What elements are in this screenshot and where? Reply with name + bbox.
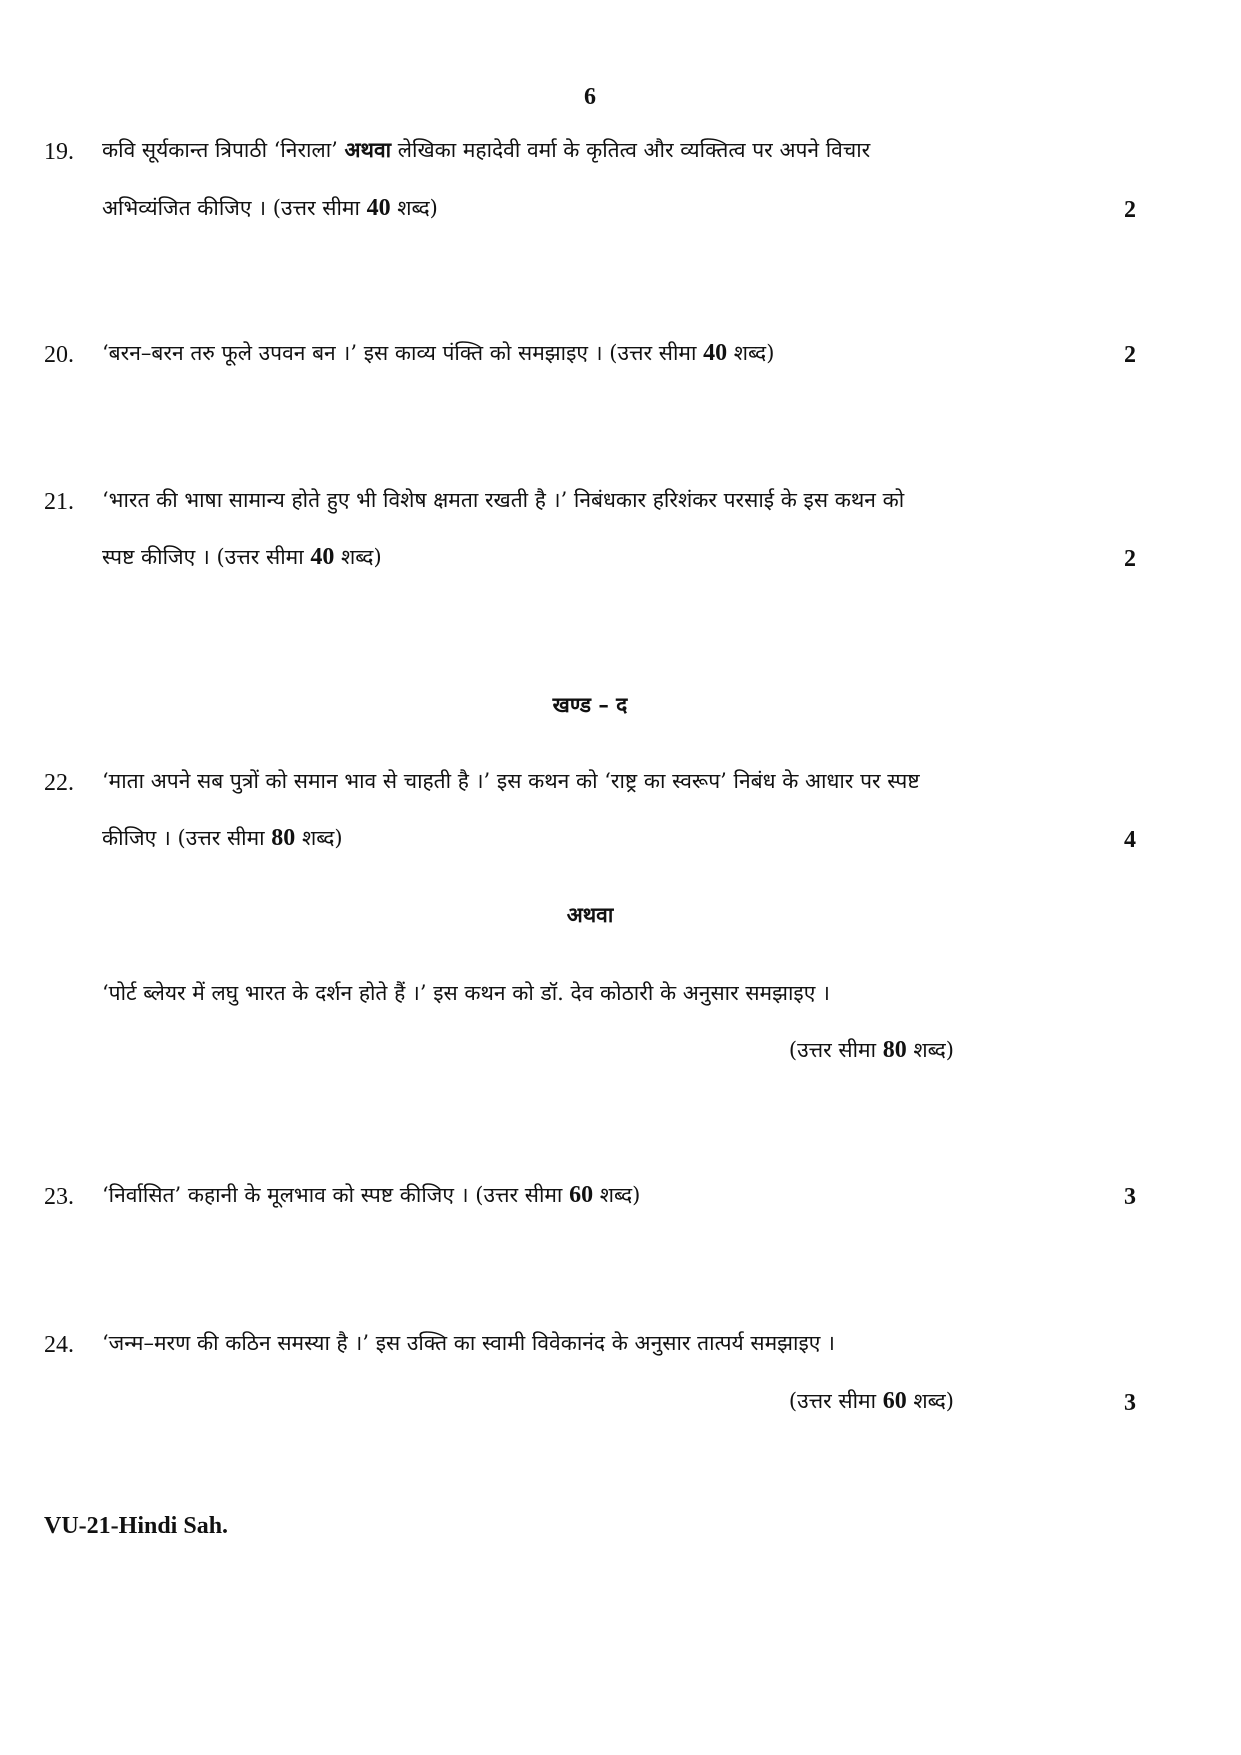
question-number: 24.: [44, 1332, 74, 1358]
paper-code: VU-21-Hindi Sah.: [44, 1513, 229, 1539]
question-number: 21.: [44, 489, 74, 515]
page-number: 6: [584, 84, 596, 110]
question-marks: 2: [1124, 546, 1136, 572]
question-text-continued: अभिव्यंजित कीजिए । (उत्तर सीमा 40 शब्द): [102, 195, 438, 221]
question-number: 22.: [44, 770, 74, 796]
question-marks: 3: [1124, 1390, 1136, 1416]
question-text: कवि सूर्यकान्त त्रिपाठी ‘निराला’ अथवा लेखिका महादेवी वर्मा के कृतित्व और व्यक्तित्व पर अपने विचार: [102, 137, 871, 162]
question-text-continued: कीजिए । (उत्तर सीमा 80 शब्द): [102, 825, 343, 851]
question-marks: 2: [1124, 342, 1136, 368]
word-limit-note: (उत्तर सीमा 80 शब्द): [788, 1037, 954, 1063]
question-text: ‘निर्वासित’ कहानी के मूलभाव को स्पष्ट कीजिए । (उत्तर सीमा 60 शब्द): [102, 1182, 641, 1208]
question-text: ‘बरन–बरन तरु फूले उपवन बन ।’ इस काव्य पंक्ति को समझाइए । (उत्तर सीमा 40 शब्द): [102, 340, 775, 366]
section-heading: खण्ड – द: [552, 692, 628, 717]
question-marks: 2: [1124, 197, 1136, 223]
word-limit-note: (उत्तर सीमा 60 शब्द): [788, 1388, 954, 1414]
question-text-continued: स्पष्ट कीजिए । (उत्तर सीमा 40 शब्द): [102, 544, 382, 570]
question-number: 20.: [44, 342, 74, 368]
question-marks: 4: [1124, 827, 1136, 853]
question-number: 19.: [44, 139, 74, 165]
or-label: अथवा: [566, 902, 614, 927]
question-text: ‘जन्म–मरण की कठिन समस्या है ।’ इस उक्ति का स्वामी विवेकानंद के अनुसार तात्पर्य समझाइए ।: [102, 1331, 836, 1355]
question-text: ‘माता अपने सब पुत्रों को समान भाव से चाहती है ।’ इस कथन को ‘राष्ट्र का स्वरूप’ निबंध के आधार पर स्पष्ट: [102, 769, 920, 793]
alternate-question-text: ‘पोर्ट ब्लेयर में लघु भारत के दर्शन होते हैं ।’ इस कथन को डॉ. देव कोठारी के अनुसार समझाइए ।: [102, 981, 830, 1005]
question-text: ‘भारत की भाषा सामान्य होते हुए भी विशेष क्षमता रखती है ।’ निबंधकार हरिशंकर परसाई के इस कथन को: [102, 488, 905, 512]
question-marks: 3: [1124, 1184, 1136, 1210]
question-number: 23.: [44, 1184, 74, 1210]
